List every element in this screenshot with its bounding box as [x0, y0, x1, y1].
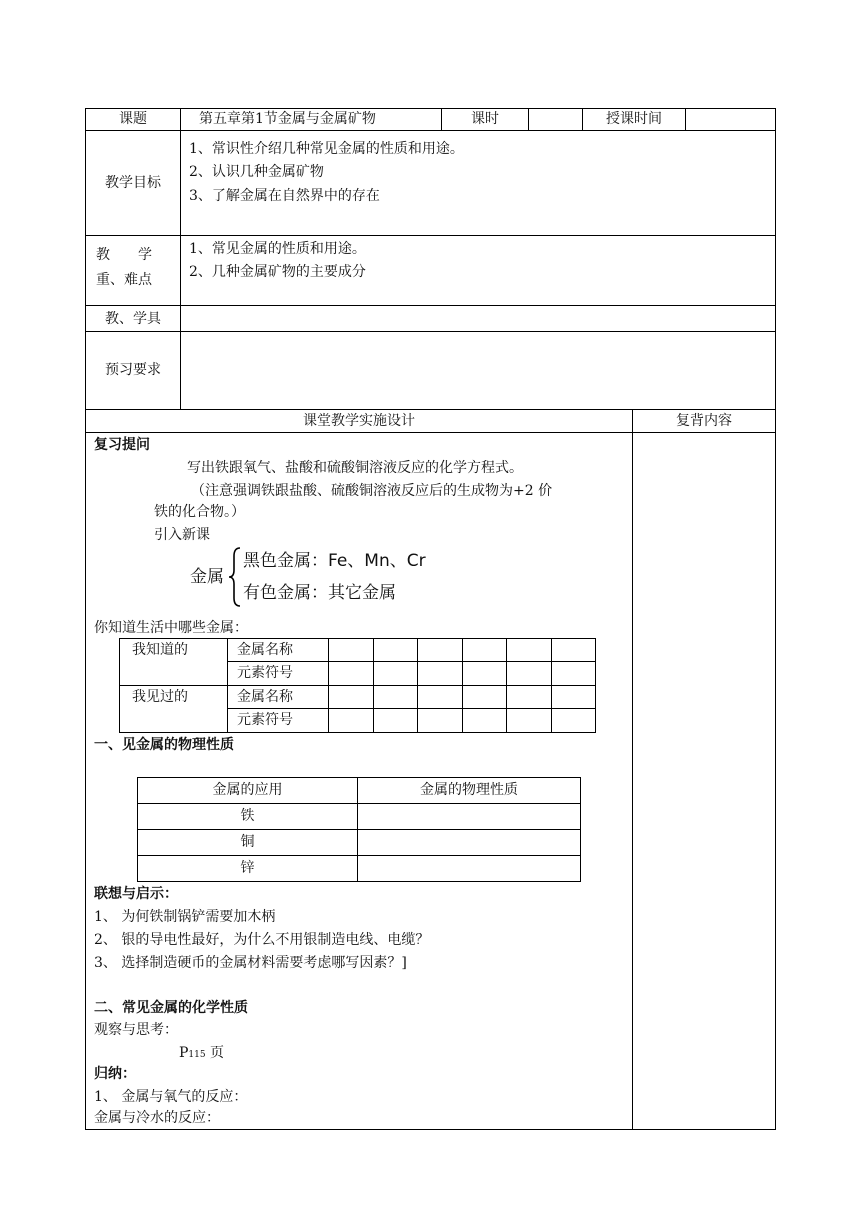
ferrous-metals: 黑色金属：Fe、Mn、Cr — [243, 551, 426, 571]
keypoint-item: 1、常见金属的性质和用途。 — [189, 241, 366, 257]
objectives-label: 教学目标 — [105, 175, 161, 191]
page-reference — [179, 1043, 224, 1065]
summary-item: 金属与冷水的反应： — [94, 1110, 220, 1126]
objective-item: 2、认识几种金属矿物 — [189, 164, 324, 180]
known-row-label: 我知道的 — [132, 642, 188, 658]
association-item: 1、 为何铁制锅铲需要加木柄 — [94, 909, 276, 925]
keypoints-label-1: 教 学 — [96, 247, 152, 263]
topic-value: 第五章第1节金属与金属矿物 — [199, 111, 376, 127]
page-ref-suffix: 页 — [205, 1045, 225, 1061]
metal-name-label: 金属名称 — [237, 689, 293, 705]
review-line: 铁的化合物。） — [154, 504, 245, 520]
summary-item: 1、 金属与氧气的反应： — [94, 1089, 248, 1105]
objective-item: 3、了解金属在自然界中的存在 — [189, 188, 380, 204]
metal-word: 金属 — [190, 567, 224, 587]
element-symbol-label: 元素符号 — [237, 712, 293, 728]
review-line: 写出铁跟氧气、盐酸和硫酸铜溶液反应的化学方程式。 — [187, 460, 523, 476]
association-item: 2、 银的导电性最好，为什么不用银制造电线、电缆？ — [94, 932, 430, 948]
nonferrous-metals: 有色金属：其它金属 — [243, 583, 396, 603]
brace-icon — [228, 546, 242, 608]
keypoints-label-2: 重、难点 — [96, 272, 152, 288]
known-question: 你知道生活中哪些金属： — [94, 620, 248, 636]
page-ref-number: 115 — [188, 1050, 206, 1060]
review-title: 复习提问 — [94, 437, 150, 453]
design-header: 课堂教学实施设计 — [303, 413, 415, 429]
seen-row-label: 我见过的 — [132, 689, 188, 705]
metal-name-label: 金属名称 — [237, 642, 293, 658]
summary-title: 归纳： — [94, 1066, 136, 1082]
phys-col-property: 金属的物理性质 — [420, 782, 518, 798]
association-item: 3、 选择制造硬币的金属材料需要考虑哪写因素？] — [94, 955, 407, 971]
preview-label: 预习要求 — [105, 362, 161, 378]
section1-title: 一、见金属的物理性质 — [94, 737, 234, 753]
phys-col-application: 金属的应用 — [212, 782, 283, 798]
phys-row-metal: 铁 — [240, 808, 255, 824]
review-line: （注意强调铁跟盐酸、硫酸铜溶液反应后的生成物为+2 价 — [191, 483, 553, 499]
association-title: 联想与启示： — [94, 886, 178, 902]
review-header: 复背内容 — [676, 413, 732, 429]
page-ref-p: P — [179, 1045, 189, 1061]
phys-row-metal: 锌 — [240, 860, 255, 876]
objective-item: 1、常识性介绍几种常见金属的性质和用途。 — [189, 141, 464, 157]
hours-label: 课时 — [471, 111, 499, 127]
phys-row-metal: 铜 — [240, 834, 255, 850]
observe-label: 观察与思考： — [94, 1022, 178, 1038]
intro-text: 引入新课 — [154, 527, 210, 543]
time-label: 授课时间 — [606, 111, 662, 127]
section2-title: 二、常见金属的化学性质 — [94, 1000, 248, 1016]
element-symbol-label: 元素符号 — [237, 665, 293, 681]
topic-label: 课题 — [119, 111, 147, 127]
tools-label: 教、学具 — [105, 311, 161, 327]
keypoint-item: 2、几种金属矿物的主要成分 — [189, 264, 366, 280]
